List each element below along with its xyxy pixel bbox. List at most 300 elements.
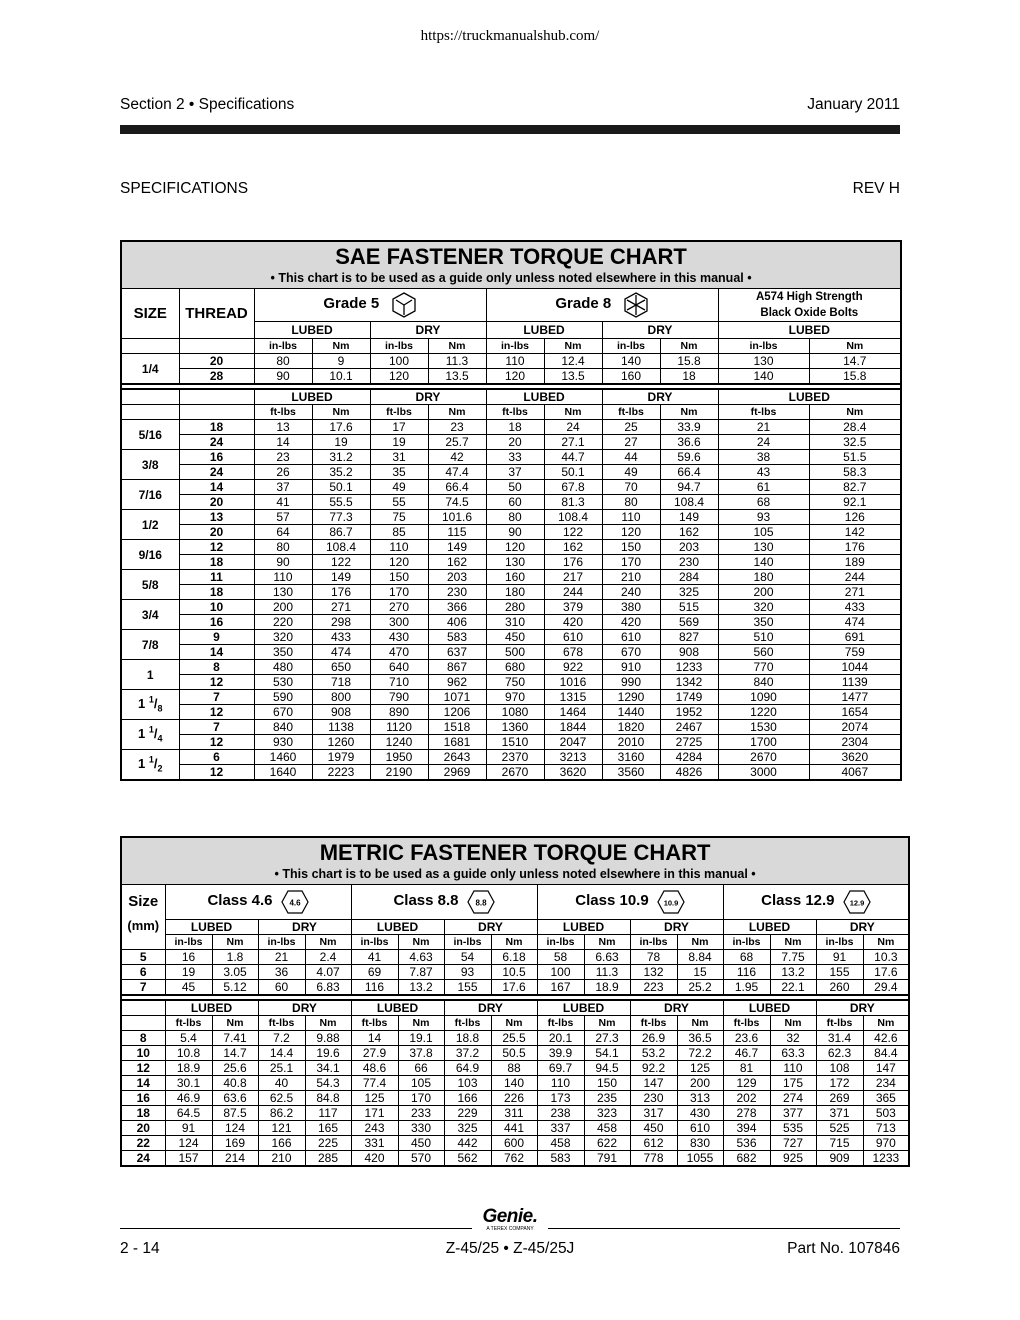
condition-header: LUBED xyxy=(165,919,258,934)
torque-value: 909 xyxy=(816,1150,863,1166)
table-row xyxy=(121,570,901,585)
torque-value: 11.3 xyxy=(584,964,630,979)
torque-value: 2074 xyxy=(809,720,901,735)
torque-value: 908 xyxy=(660,645,718,660)
torque-value: 590 xyxy=(254,690,312,705)
torque-value: 122 xyxy=(312,555,370,570)
sae-grade8-header xyxy=(486,289,718,322)
sae-a574-lubed: LUBED xyxy=(718,322,901,339)
torque-value: 25.1 xyxy=(258,1060,305,1075)
metric-class-header xyxy=(351,885,537,920)
torque-value: 311 xyxy=(491,1105,537,1120)
torque-value: 1233 xyxy=(863,1150,909,1166)
torque-value: 27 xyxy=(602,435,660,450)
torque-value: 510 xyxy=(718,630,809,645)
sae-g5-lubed: LUBED xyxy=(254,322,370,339)
metric-subtitle: • This chart is to be used as a guide only unless noted elsewhere in this manual • xyxy=(274,867,756,881)
metric-class-header xyxy=(165,885,351,920)
torque-value: 32.5 xyxy=(809,435,901,450)
torque-value: 92.1 xyxy=(809,495,901,510)
thread-cell: 20 xyxy=(179,354,254,369)
torque-value: 240 xyxy=(602,585,660,600)
unit-header: in-lbs xyxy=(486,339,544,354)
torque-value: 31 xyxy=(370,450,428,465)
torque-value: 791 xyxy=(584,1150,630,1166)
section-title: Section 2 • Specifications xyxy=(120,96,295,113)
torque-value: 830 xyxy=(677,1135,723,1150)
torque-value: 108.4 xyxy=(544,510,602,525)
torque-value: 10.5 xyxy=(491,964,537,979)
thread-cell: 14 xyxy=(179,480,254,495)
torque-value: 88 xyxy=(491,1060,537,1075)
torque-value: 2643 xyxy=(428,750,486,765)
torque-value: 37 xyxy=(254,480,312,495)
table-row xyxy=(121,645,901,660)
torque-value: 86.2 xyxy=(258,1105,305,1120)
torque-value: 750 xyxy=(486,675,544,690)
sae-a574-header xyxy=(718,289,901,322)
torque-value: 110 xyxy=(537,1075,584,1090)
torque-value: 458 xyxy=(584,1120,630,1135)
torque-value: 1071 xyxy=(428,690,486,705)
torque-value: 1044 xyxy=(809,660,901,675)
torque-value: 1206 xyxy=(428,705,486,720)
torque-value: 320 xyxy=(254,630,312,645)
table-row xyxy=(121,735,901,750)
part-number: Part No. 107846 xyxy=(787,1240,900,1257)
torque-value: 42 xyxy=(428,450,486,465)
torque-value: 62.3 xyxy=(816,1045,863,1060)
torque-value: 2010 xyxy=(602,735,660,750)
torque-value: 8.84 xyxy=(677,949,723,964)
torque-value: 9.88 xyxy=(305,1030,351,1045)
torque-value: 3000 xyxy=(718,765,809,781)
thread-cell: 18 xyxy=(179,420,254,435)
torque-value: 149 xyxy=(312,570,370,585)
table-row xyxy=(121,630,901,645)
torque-value: 16 xyxy=(165,949,212,964)
unit-header: in-lbs xyxy=(602,339,660,354)
torque-value: 450 xyxy=(630,1120,677,1135)
torque-value: 18.9 xyxy=(584,979,630,995)
torque-value: 124 xyxy=(212,1120,258,1135)
torque-value: 4.07 xyxy=(305,964,351,979)
torque-value: 130 xyxy=(718,540,809,555)
condition-header: LUBED xyxy=(537,919,630,934)
blank-cell xyxy=(179,339,254,354)
torque-value: 189 xyxy=(809,555,901,570)
thread-cell: 11 xyxy=(179,570,254,585)
torque-value: 82.7 xyxy=(809,480,901,495)
torque-value: 474 xyxy=(312,645,370,660)
torque-value: 1820 xyxy=(602,720,660,735)
table-row xyxy=(121,1075,909,1090)
torque-value: 68 xyxy=(723,949,770,964)
thread-cell: 6 xyxy=(179,750,254,765)
a574-line1: A574 High Strength xyxy=(755,291,863,303)
torque-value: 325 xyxy=(660,585,718,600)
torque-value: 170 xyxy=(398,1090,444,1105)
size-cell: 9/16 xyxy=(121,540,179,570)
torque-value: 300 xyxy=(370,615,428,630)
torque-value: 710 xyxy=(370,675,428,690)
unit-header: in-lbs xyxy=(630,934,677,949)
size-cell: 7/16 xyxy=(121,480,179,510)
torque-value: 58.3 xyxy=(809,465,901,480)
thread-cell: 12 xyxy=(179,735,254,750)
torque-value: 10.8 xyxy=(165,1045,212,1060)
torque-value: 203 xyxy=(660,540,718,555)
table-row xyxy=(121,495,901,510)
unit-header: ft-lbs xyxy=(444,1015,491,1030)
torque-value: 379 xyxy=(544,600,602,615)
torque-value: 1360 xyxy=(486,720,544,735)
sae-g5-dry: DRY xyxy=(370,322,486,339)
torque-value: 90 xyxy=(486,525,544,540)
torque-value: 759 xyxy=(809,645,901,660)
torque-value: 908 xyxy=(312,705,370,720)
table-row xyxy=(121,525,901,540)
torque-value: 80 xyxy=(486,510,544,525)
torque-value: 230 xyxy=(660,555,718,570)
torque-value: 90 xyxy=(254,369,312,385)
torque-value: 149 xyxy=(428,540,486,555)
thread-cell: 7 xyxy=(179,690,254,705)
metric-title-cell xyxy=(121,837,909,885)
condition-header: DRY xyxy=(630,1000,723,1016)
torque-value: 162 xyxy=(660,525,718,540)
torque-value: 2223 xyxy=(312,765,370,781)
table-row xyxy=(121,705,901,720)
blank-cell xyxy=(121,405,179,420)
torque-value: 80 xyxy=(602,495,660,510)
unit-header: Nm xyxy=(770,934,816,949)
table-row xyxy=(121,450,901,465)
torque-value: 49 xyxy=(370,480,428,495)
torque-value: 600 xyxy=(491,1135,537,1150)
sae-title-cell xyxy=(121,241,901,289)
torque-value: 530 xyxy=(254,675,312,690)
torque-value: 105 xyxy=(718,525,809,540)
torque-value: 1952 xyxy=(660,705,718,720)
torque-value: 46.7 xyxy=(723,1045,770,1060)
size-cell: 18 xyxy=(121,1105,165,1120)
torque-value: 13.2 xyxy=(398,979,444,995)
torque-value: 77.4 xyxy=(351,1075,398,1090)
unit-header: Nm xyxy=(660,339,718,354)
torque-value: 84.8 xyxy=(305,1090,351,1105)
torque-value: 3560 xyxy=(602,765,660,781)
unit-header: Nm xyxy=(544,339,602,354)
torque-value: 33 xyxy=(486,450,544,465)
torque-value: 1460 xyxy=(254,750,312,765)
condition-header: DRY xyxy=(370,389,486,405)
table-row xyxy=(121,420,901,435)
torque-value: 2304 xyxy=(809,735,901,750)
thread-cell: 7 xyxy=(179,720,254,735)
unit-header: in-lbs xyxy=(258,934,305,949)
torque-value: 130 xyxy=(718,354,809,369)
class-badge-text: 10.9 xyxy=(663,898,678,908)
torque-value: 200 xyxy=(677,1075,723,1090)
table-row xyxy=(121,1045,909,1060)
torque-value: 93 xyxy=(444,964,491,979)
torque-value: 4284 xyxy=(660,750,718,765)
torque-value: 22.1 xyxy=(770,979,816,995)
size-cell: 5/8 xyxy=(121,570,179,600)
torque-value: 394 xyxy=(723,1120,770,1135)
condition-header: DRY xyxy=(444,1000,537,1016)
torque-value: 54 xyxy=(444,949,491,964)
torque-value: 1979 xyxy=(312,750,370,765)
lubed-dry-row xyxy=(121,1000,909,1016)
sae-size-header: SIZE xyxy=(121,289,179,339)
torque-value: 1749 xyxy=(660,690,718,705)
torque-value: 474 xyxy=(809,615,901,630)
torque-value: 350 xyxy=(254,645,312,660)
torque-value: 150 xyxy=(602,540,660,555)
torque-value: 63.6 xyxy=(212,1090,258,1105)
torque-value: 14 xyxy=(351,1030,398,1045)
torque-value: 37.8 xyxy=(398,1045,444,1060)
torque-value: 233 xyxy=(398,1105,444,1120)
torque-value: 1233 xyxy=(660,660,718,675)
torque-value: 140 xyxy=(718,555,809,570)
sae-thread-header: THREAD xyxy=(179,289,254,339)
torque-value: 226 xyxy=(491,1090,537,1105)
torque-value: 176 xyxy=(312,585,370,600)
torque-value: 167 xyxy=(537,979,584,995)
torque-value: 64.5 xyxy=(165,1105,212,1120)
torque-value: 910 xyxy=(602,660,660,675)
table-row xyxy=(121,480,901,495)
revision-label: REV H xyxy=(852,180,900,197)
metric-class-header xyxy=(723,885,909,920)
torque-value: 121 xyxy=(258,1120,305,1135)
torque-value: 610 xyxy=(544,630,602,645)
size-cell: 1/4 xyxy=(121,354,179,385)
torque-value: 217 xyxy=(544,570,602,585)
sae-g8-lubed: LUBED xyxy=(486,322,602,339)
torque-value: 323 xyxy=(584,1105,630,1120)
metric-title: METRIC FASTENER TORQUE CHART xyxy=(319,840,711,865)
unit-header: ft-lbs xyxy=(537,1015,584,1030)
torque-value: 64.9 xyxy=(444,1060,491,1075)
torque-value: 120 xyxy=(486,540,544,555)
torque-value: 433 xyxy=(312,630,370,645)
size-cell: 10 xyxy=(121,1045,165,1060)
table-row xyxy=(121,510,901,525)
torque-value: 61 xyxy=(718,480,809,495)
metric-size-header: Size xyxy=(121,885,165,920)
table-row xyxy=(121,690,901,705)
table-row xyxy=(121,1150,909,1166)
torque-value: 120 xyxy=(486,369,544,385)
table-row xyxy=(121,964,909,979)
torque-value: 175 xyxy=(770,1075,816,1090)
torque-value: 171 xyxy=(351,1105,398,1120)
class-label: Class 8.8 xyxy=(393,891,459,909)
torque-value: 313 xyxy=(677,1090,723,1105)
torque-value: 14.7 xyxy=(212,1045,258,1060)
torque-value: 271 xyxy=(312,600,370,615)
torque-value: 1530 xyxy=(718,720,809,735)
torque-value: 18 xyxy=(660,369,718,385)
torque-value: 54.1 xyxy=(584,1045,630,1060)
torque-value: 176 xyxy=(809,540,901,555)
torque-value: 15 xyxy=(677,964,723,979)
condition-header: LUBED xyxy=(537,1000,630,1016)
sae-title: SAE FASTENER TORQUE CHART xyxy=(335,244,687,269)
torque-value: 17.6 xyxy=(863,964,909,979)
torque-value: 170 xyxy=(370,585,428,600)
condition-header: DRY xyxy=(444,919,537,934)
torque-value: 33.9 xyxy=(660,420,718,435)
unit-header: in-lbs xyxy=(718,339,809,354)
torque-value: 50 xyxy=(486,480,544,495)
thread-cell: 16 xyxy=(179,615,254,630)
unit-header: Nm xyxy=(770,1015,816,1030)
torque-value: 778 xyxy=(630,1150,677,1166)
unit-header: ft-lbs xyxy=(602,405,660,420)
table-row xyxy=(121,660,901,675)
torque-value: 100 xyxy=(370,354,428,369)
torque-value: 3160 xyxy=(602,750,660,765)
torque-value: 278 xyxy=(723,1105,770,1120)
torque-value: 180 xyxy=(486,585,544,600)
torque-value: 500 xyxy=(486,645,544,660)
torque-value: 66 xyxy=(398,1060,444,1075)
torque-value: 41 xyxy=(351,949,398,964)
unit-header: Nm xyxy=(809,339,901,354)
torque-value: 91 xyxy=(816,949,863,964)
torque-value: 622 xyxy=(584,1135,630,1150)
torque-value: 970 xyxy=(863,1135,909,1150)
unit-header: Nm xyxy=(398,934,444,949)
class-badge-text: 8.8 xyxy=(474,898,487,908)
torque-value: 244 xyxy=(544,585,602,600)
torque-value: 1138 xyxy=(312,720,370,735)
blank-cell xyxy=(179,389,254,405)
torque-value: 44 xyxy=(602,450,660,465)
torque-value: 162 xyxy=(428,555,486,570)
torque-value: 200 xyxy=(718,585,809,600)
torque-value: 713 xyxy=(863,1120,909,1135)
torque-value: 235 xyxy=(584,1090,630,1105)
torque-value: 165 xyxy=(305,1120,351,1135)
header-date: January 2011 xyxy=(807,96,900,113)
torque-value: 142 xyxy=(809,525,901,540)
unit-header: Nm xyxy=(398,1015,444,1030)
size-cell: 1 $^1/_4$ xyxy=(121,720,179,750)
torque-value: 120 xyxy=(370,555,428,570)
table-row xyxy=(121,555,901,570)
blank-cell xyxy=(121,389,179,405)
thread-cell: 24 xyxy=(179,465,254,480)
torque-value: 25.7 xyxy=(428,435,486,450)
torque-value: 3213 xyxy=(544,750,602,765)
torque-value: 214 xyxy=(212,1150,258,1166)
torque-value: 94.5 xyxy=(584,1060,630,1075)
torque-value: 162 xyxy=(544,540,602,555)
torque-value: 298 xyxy=(312,615,370,630)
torque-value: 1.8 xyxy=(212,949,258,964)
torque-value: 1016 xyxy=(544,675,602,690)
torque-value: 115 xyxy=(428,525,486,540)
torque-value: 75 xyxy=(370,510,428,525)
torque-value: 70 xyxy=(602,480,660,495)
size-cell: 5 xyxy=(121,949,165,964)
torque-value: 1844 xyxy=(544,720,602,735)
torque-value: 68 xyxy=(718,495,809,510)
torque-value: 100 xyxy=(537,964,584,979)
torque-value: 81.3 xyxy=(544,495,602,510)
torque-value: 7.2 xyxy=(258,1030,305,1045)
torque-value: 69.7 xyxy=(537,1060,584,1075)
torque-value: 84.4 xyxy=(863,1045,909,1060)
torque-value: 150 xyxy=(370,570,428,585)
torque-value: 350 xyxy=(718,615,809,630)
table-row xyxy=(121,979,909,995)
torque-value: 1.95 xyxy=(723,979,770,995)
class-badge-icon xyxy=(657,890,685,914)
torque-value: 6.63 xyxy=(584,949,630,964)
torque-value: 19.1 xyxy=(398,1030,444,1045)
torque-value: 55 xyxy=(370,495,428,510)
table-row xyxy=(121,369,901,385)
torque-value: 1315 xyxy=(544,690,602,705)
class-badge-text: 4.6 xyxy=(288,898,301,908)
torque-value: 637 xyxy=(428,645,486,660)
torque-value: 24 xyxy=(544,420,602,435)
thread-cell: 9 xyxy=(179,630,254,645)
torque-value: 583 xyxy=(537,1150,584,1166)
torque-value: 366 xyxy=(428,600,486,615)
torque-value: 60 xyxy=(486,495,544,510)
unit-header: ft-lbs xyxy=(254,405,312,420)
torque-value: 234 xyxy=(863,1075,909,1090)
torque-value: 31.4 xyxy=(816,1030,863,1045)
class-badge-icon xyxy=(843,890,871,914)
unit-header: ft-lbs xyxy=(816,1015,863,1030)
unit-header: Nm xyxy=(305,1015,351,1030)
unit-header: Nm xyxy=(212,934,258,949)
table-row xyxy=(121,354,901,369)
thread-cell: 12 xyxy=(179,705,254,720)
torque-value: 827 xyxy=(660,630,718,645)
class-label: Class 12.9 xyxy=(761,891,835,909)
torque-value: 58 xyxy=(537,949,584,964)
torque-value: 310 xyxy=(486,615,544,630)
torque-value: 325 xyxy=(444,1120,491,1135)
grade5-bolt-head-icon xyxy=(391,292,417,318)
torque-value: 124 xyxy=(165,1135,212,1150)
torque-value: 1640 xyxy=(254,765,312,781)
torque-value: 18.9 xyxy=(165,1060,212,1075)
torque-value: 612 xyxy=(630,1135,677,1150)
torque-value: 130 xyxy=(486,555,544,570)
torque-value: 225 xyxy=(305,1135,351,1150)
torque-value: 38 xyxy=(718,450,809,465)
torque-value: 18 xyxy=(486,420,544,435)
torque-value: 36.5 xyxy=(677,1030,723,1045)
torque-value: 13.5 xyxy=(544,369,602,385)
torque-value: 890 xyxy=(370,705,428,720)
torque-value: 25.2 xyxy=(677,979,723,995)
torque-value: 223 xyxy=(630,979,677,995)
class-label: Class 10.9 xyxy=(575,891,649,909)
torque-value: 2467 xyxy=(660,720,718,735)
